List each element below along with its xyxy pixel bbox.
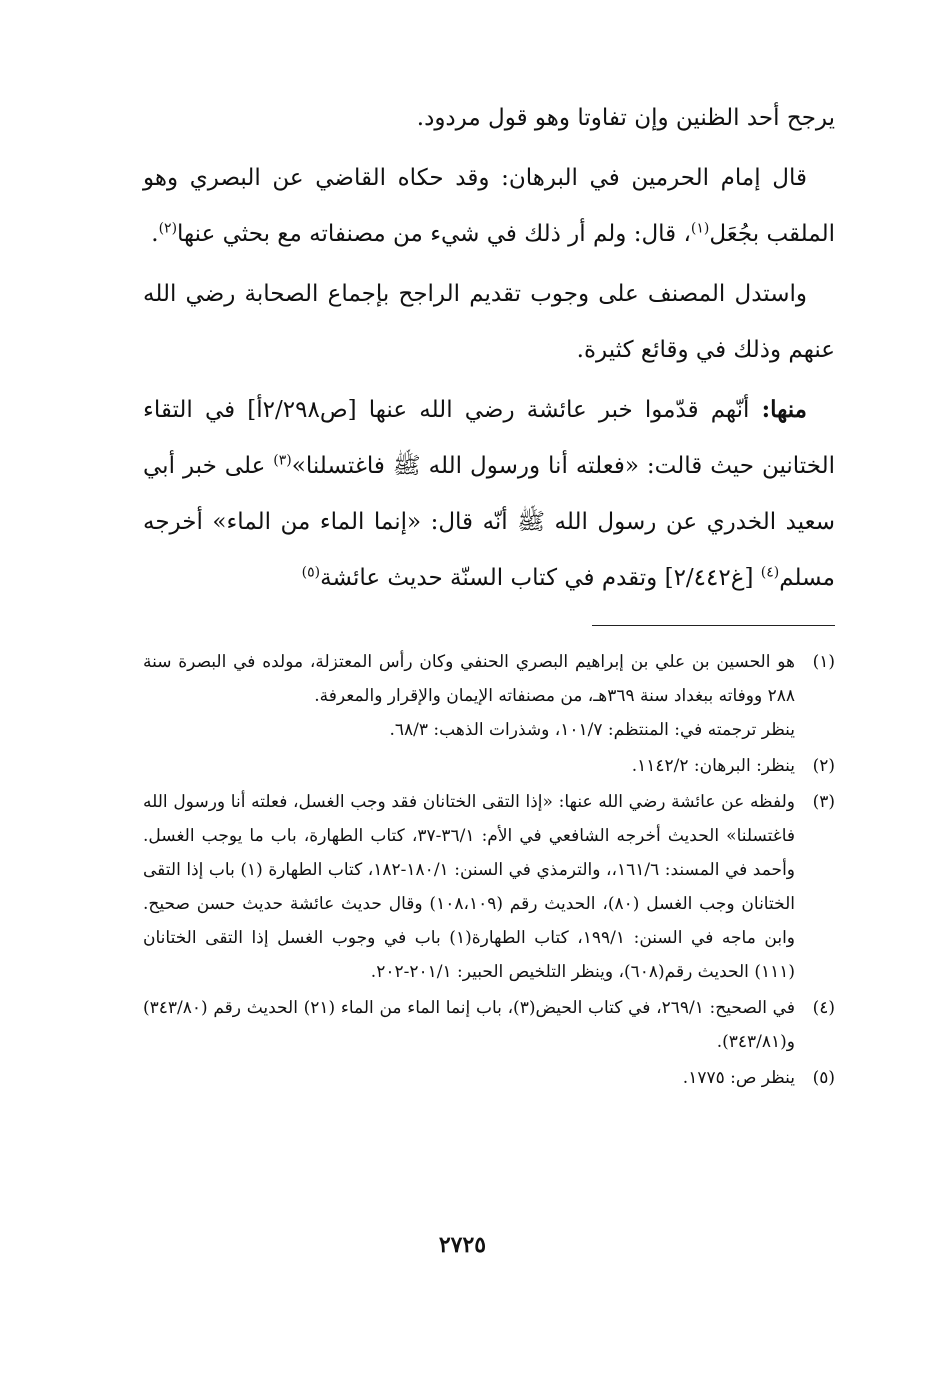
footnote-4-line-1: في الصحيح: ٢٦٩/١، في كتاب الحيض(٣)، باب إنما الماء من الماء (٢١) الحديث رقم (٣٤٣/٨٠) و(٣٤٣/٨١). xyxy=(143,998,795,1052)
footnote-1-line-2: ينظر ترجمته في: المنتظم: ١٠١/٧، وشذرات الذهب: ٦٨/٣. xyxy=(389,720,795,740)
page-number: ٢٧٢٥ xyxy=(438,1232,487,1258)
footnote-ref-2[interactable]: (٢) xyxy=(158,220,178,237)
footnote-2-number: (٢) xyxy=(812,756,835,776)
paragraph-4-text-c: [غ٢/٤٤٢] وتقدم في كتاب السنّة حديث عائشة xyxy=(320,565,761,591)
paragraph-1-text: يرجح أحد الظنين وإن تفاوتا وهو قول مردود. xyxy=(416,105,835,131)
footnote-5-number: (٥) xyxy=(812,1068,835,1088)
footnote-2 xyxy=(143,749,835,783)
paragraph-4-text-a: أنّهم قدّموا خبر عائشة رضي الله عنها [ص٢/٢٩٨أ] في التقاء الختانين حيث قالت: «فعلته أنا ورسول الله ﷺ فاغتسلنا» xyxy=(143,397,835,479)
footnote-ref-5[interactable]: (٥) xyxy=(301,564,321,581)
footnotes-section xyxy=(143,645,835,1097)
footnote-5 xyxy=(143,1061,835,1095)
paragraph-2-text-b: ، قال: ولم أر ذلك في شيء من مصنفاته مع بحثي عنها xyxy=(177,221,691,247)
main-text xyxy=(143,90,835,610)
footnote-5-line-1: ينظر ص: ١٧٧٥. xyxy=(682,1068,795,1088)
paragraph-4-lead: منها: xyxy=(761,396,808,423)
paragraph-4 xyxy=(143,382,835,606)
footnote-1-number: (١) xyxy=(812,652,835,672)
paragraph-4-text-b: على خبر أبي سعيد الخدري عن رسول الله ﷺ أنّه قال: «إنما الماء من الماء» أخرجه مسلم xyxy=(143,453,835,591)
footnote-ref-4[interactable]: (٤) xyxy=(760,564,780,581)
paragraph-1 xyxy=(143,90,835,146)
paragraph-2 xyxy=(143,150,835,262)
paragraph-2-text-a: قال إمام الحرمين في البرهان: وقد حكاه القاضي عن البصري وهو الملقب بجُعَل xyxy=(143,165,835,247)
footnote-3 xyxy=(143,785,835,989)
paragraph-3-text: واستدل المصنف على وجوب تقديم الراجح بإجماع الصحابة رضي الله عنهم وذلك في وقائع كثيرة. xyxy=(143,281,835,363)
footnote-3-number: (٣) xyxy=(812,792,835,812)
paragraph-3 xyxy=(143,266,835,378)
footnote-2-line-1: ينظر: البرهان: ١١٤٢/٢. xyxy=(631,756,795,776)
footnote-4-number: (٤) xyxy=(812,998,835,1018)
footnote-ref-3[interactable]: (٣) xyxy=(273,452,292,469)
footnote-4 xyxy=(143,991,835,1059)
footnote-1-line-1: هو الحسين بن علي بن إبراهيم البصري الحنفي وكان رأس المعتزلة، مولده في البصرة سنة ٢٨٨ ووفاته ببغداد سنة ٣٦٩هـ، من مصنفاته الإيمان والإقرار والمعرفة. xyxy=(143,652,795,706)
paragraph-2-text-c: . xyxy=(151,221,159,247)
footnote-1 xyxy=(143,645,835,747)
footnote-3-line-1: ولفظه عن عائشة رضي الله عنها: «إذا التقى الختانان فقد وجب الغسل، فعلته أنا ورسول الله فاغتسلنا» الحديث أخرجه الشافعي في الأم: ٣٦/١-٣٧، كتاب الطهارة، باب ما يوجب الغسل. وأحمد في المسند: ١٦١/٦،، والترمذي في السنن: ١٨٠/١-١٨٢، كتاب الطهارة (١) باب إذا التقى الختانان وجب الغسل (٨٠)، الحديث رقم (١٠٨،١٠٩) وقال حديث عائشة حديث حسن صحيح. وابن ماجه في السنن: ١٩٩/١، كتاب الطهارة(١) باب في وجوب الغسل إذا التقى الختانان (١١١) الحديث رقم(٦٠٨)، وينظر التلخيص الحبير: ٢٠١/١-٢٠٢. xyxy=(143,792,796,982)
footnote-ref-1[interactable]: (١) xyxy=(690,220,710,237)
footnote-divider xyxy=(592,625,835,626)
